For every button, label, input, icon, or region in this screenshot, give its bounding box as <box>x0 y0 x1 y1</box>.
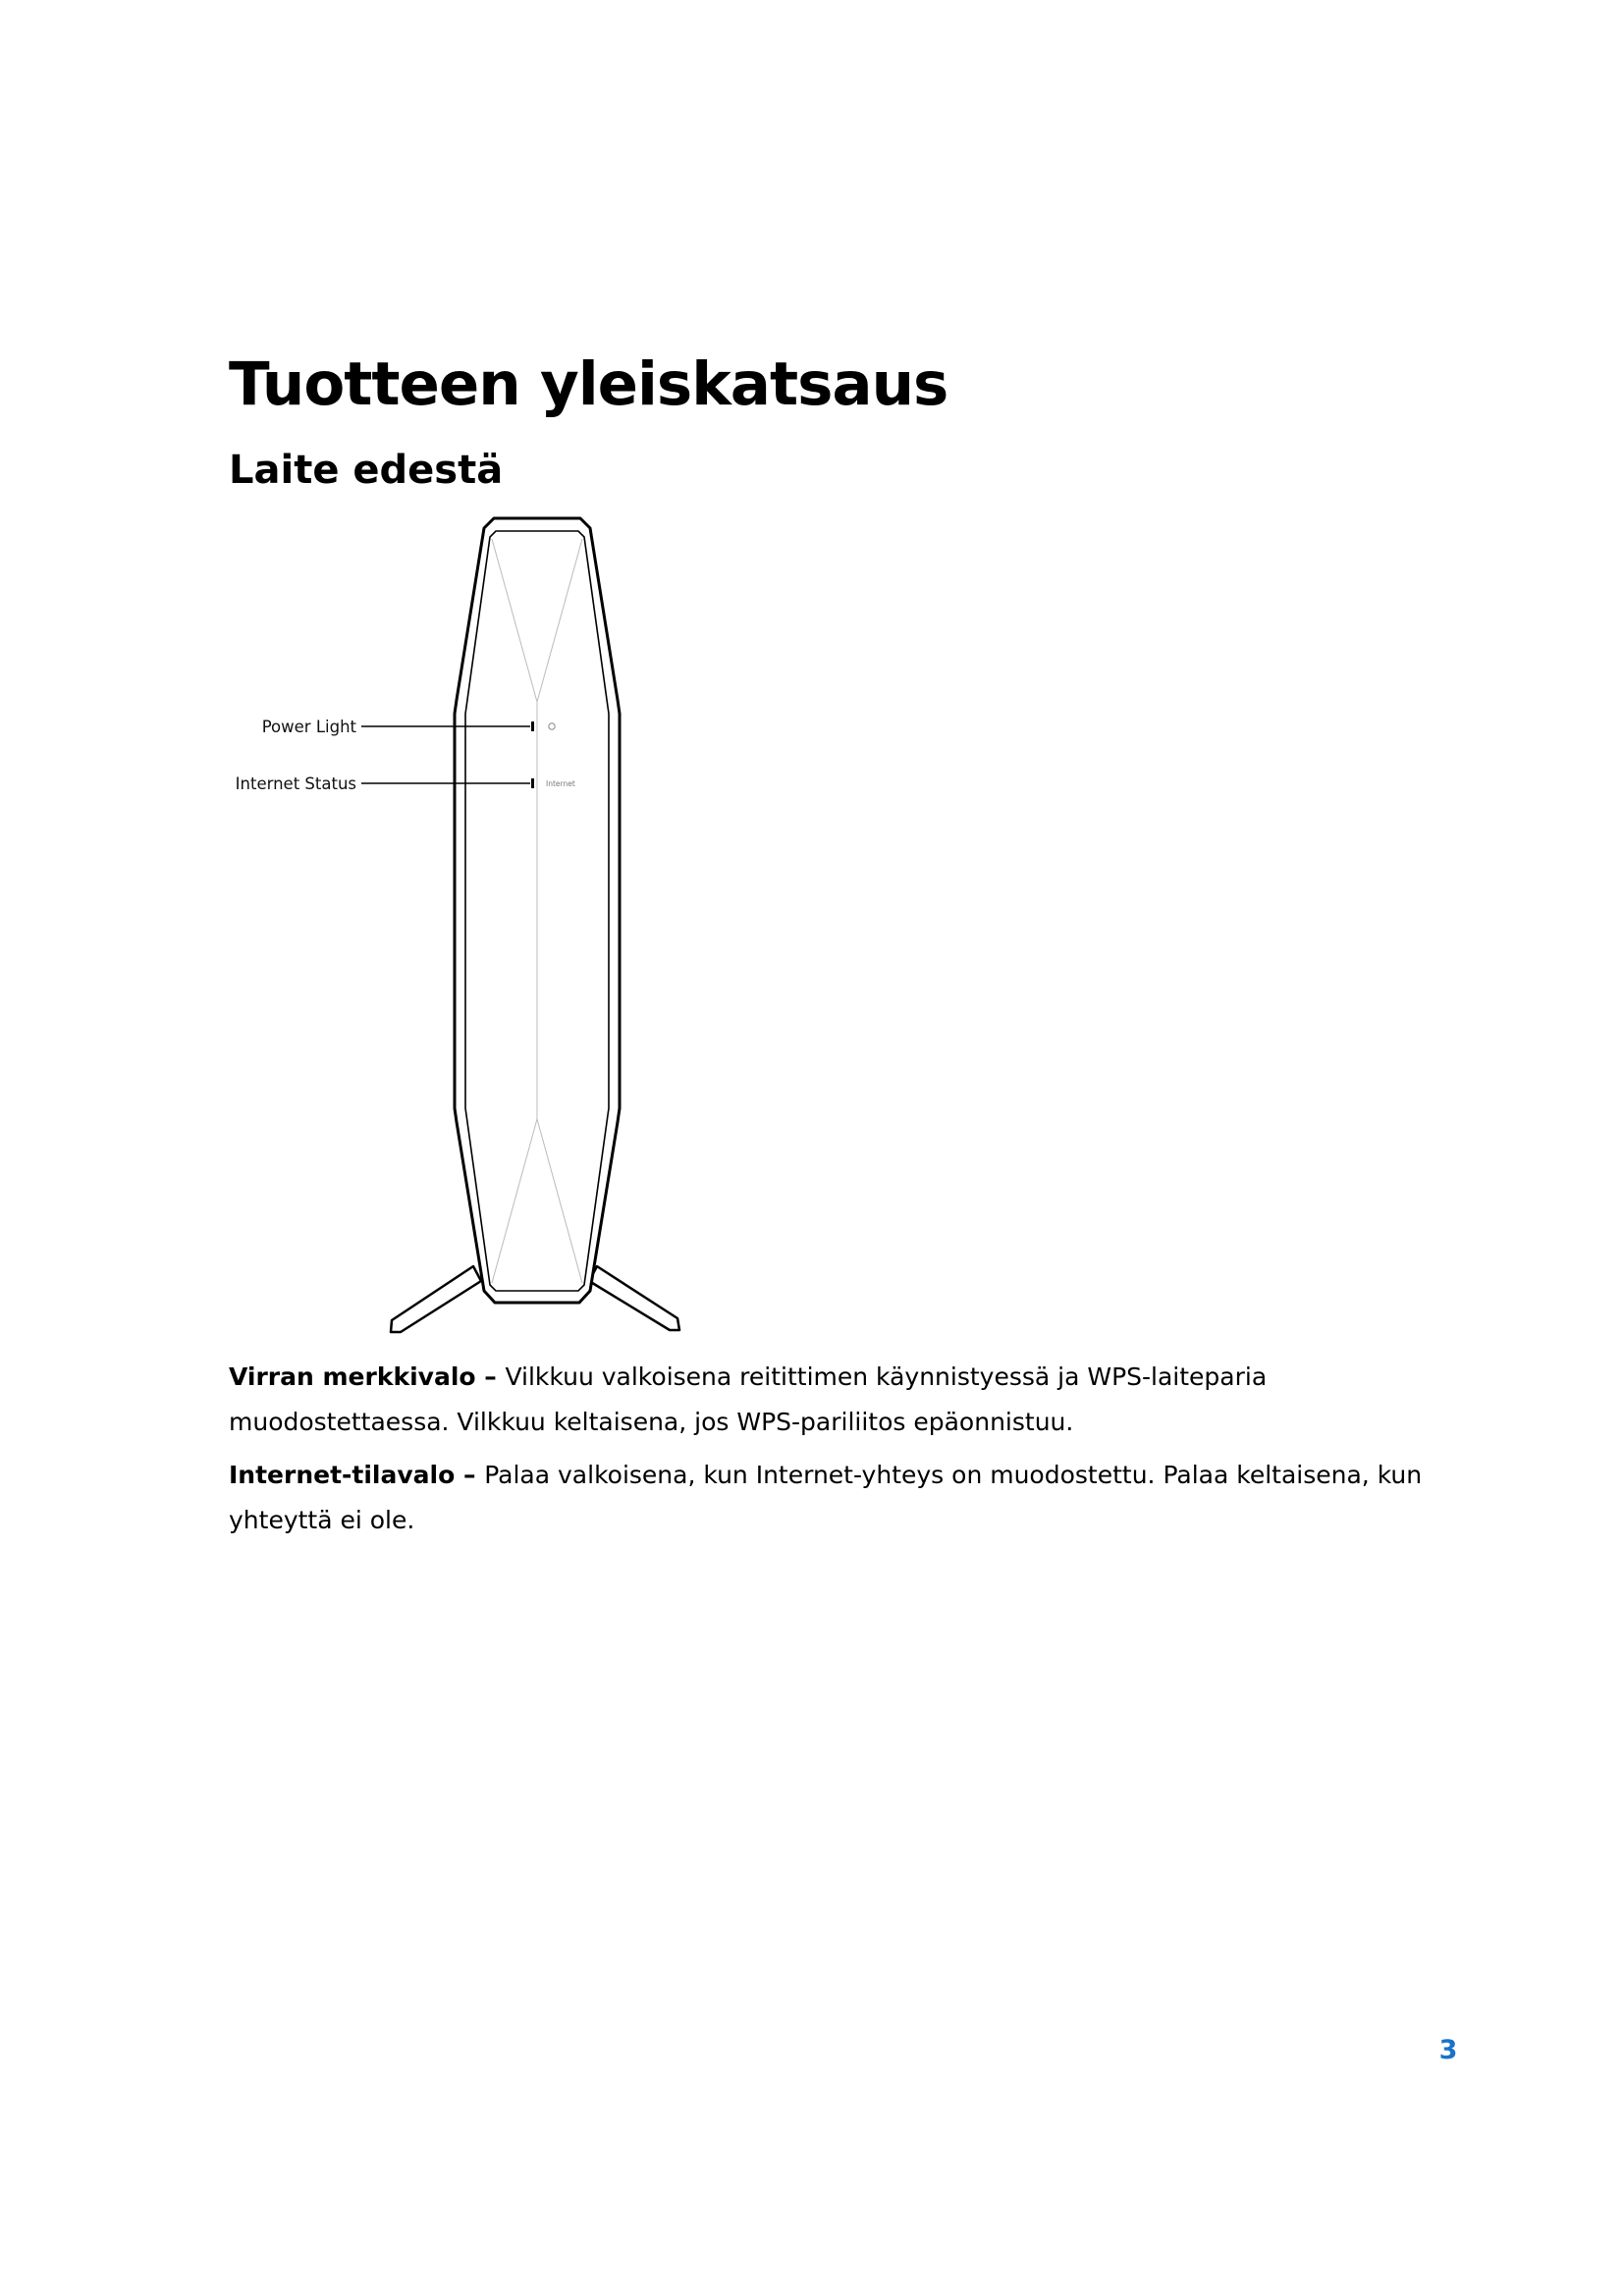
callout-power-light: Power Light <box>261 718 356 736</box>
internet-led-label: Internet <box>546 779 575 788</box>
internet-led <box>531 778 534 788</box>
power-light-text: Vilkkuu valkoisena reitittimen käynnistyessä ja WPS-laiteparia muodostettaessa. Vilkkuu keltaisena, jos WPS-pariliitos epäonnistuu. <box>229 1362 1268 1436</box>
page-title: Tuotteen yleiskatsaus <box>229 349 948 419</box>
power-led <box>531 721 534 731</box>
power-light-description <box>229 1355 1466 1445</box>
internet-light-description <box>229 1453 1466 1543</box>
router-front-figure <box>216 506 707 1350</box>
internet-light-text: Palaa valkoisena, kun Internet-yhteys on muodostettu. Palaa keltaisena, kun yhteyttä ei ole. <box>229 1461 1423 1534</box>
page-number: 3 <box>1438 2035 1458 2065</box>
power-light-term: Virran merkkivalo – <box>229 1362 506 1391</box>
section-title: Laite edestä <box>229 448 504 493</box>
internet-light-term: Internet-tilavalo – <box>229 1461 485 1489</box>
router-illustration <box>216 506 707 1350</box>
callout-internet-status: Internet Status <box>235 774 356 793</box>
